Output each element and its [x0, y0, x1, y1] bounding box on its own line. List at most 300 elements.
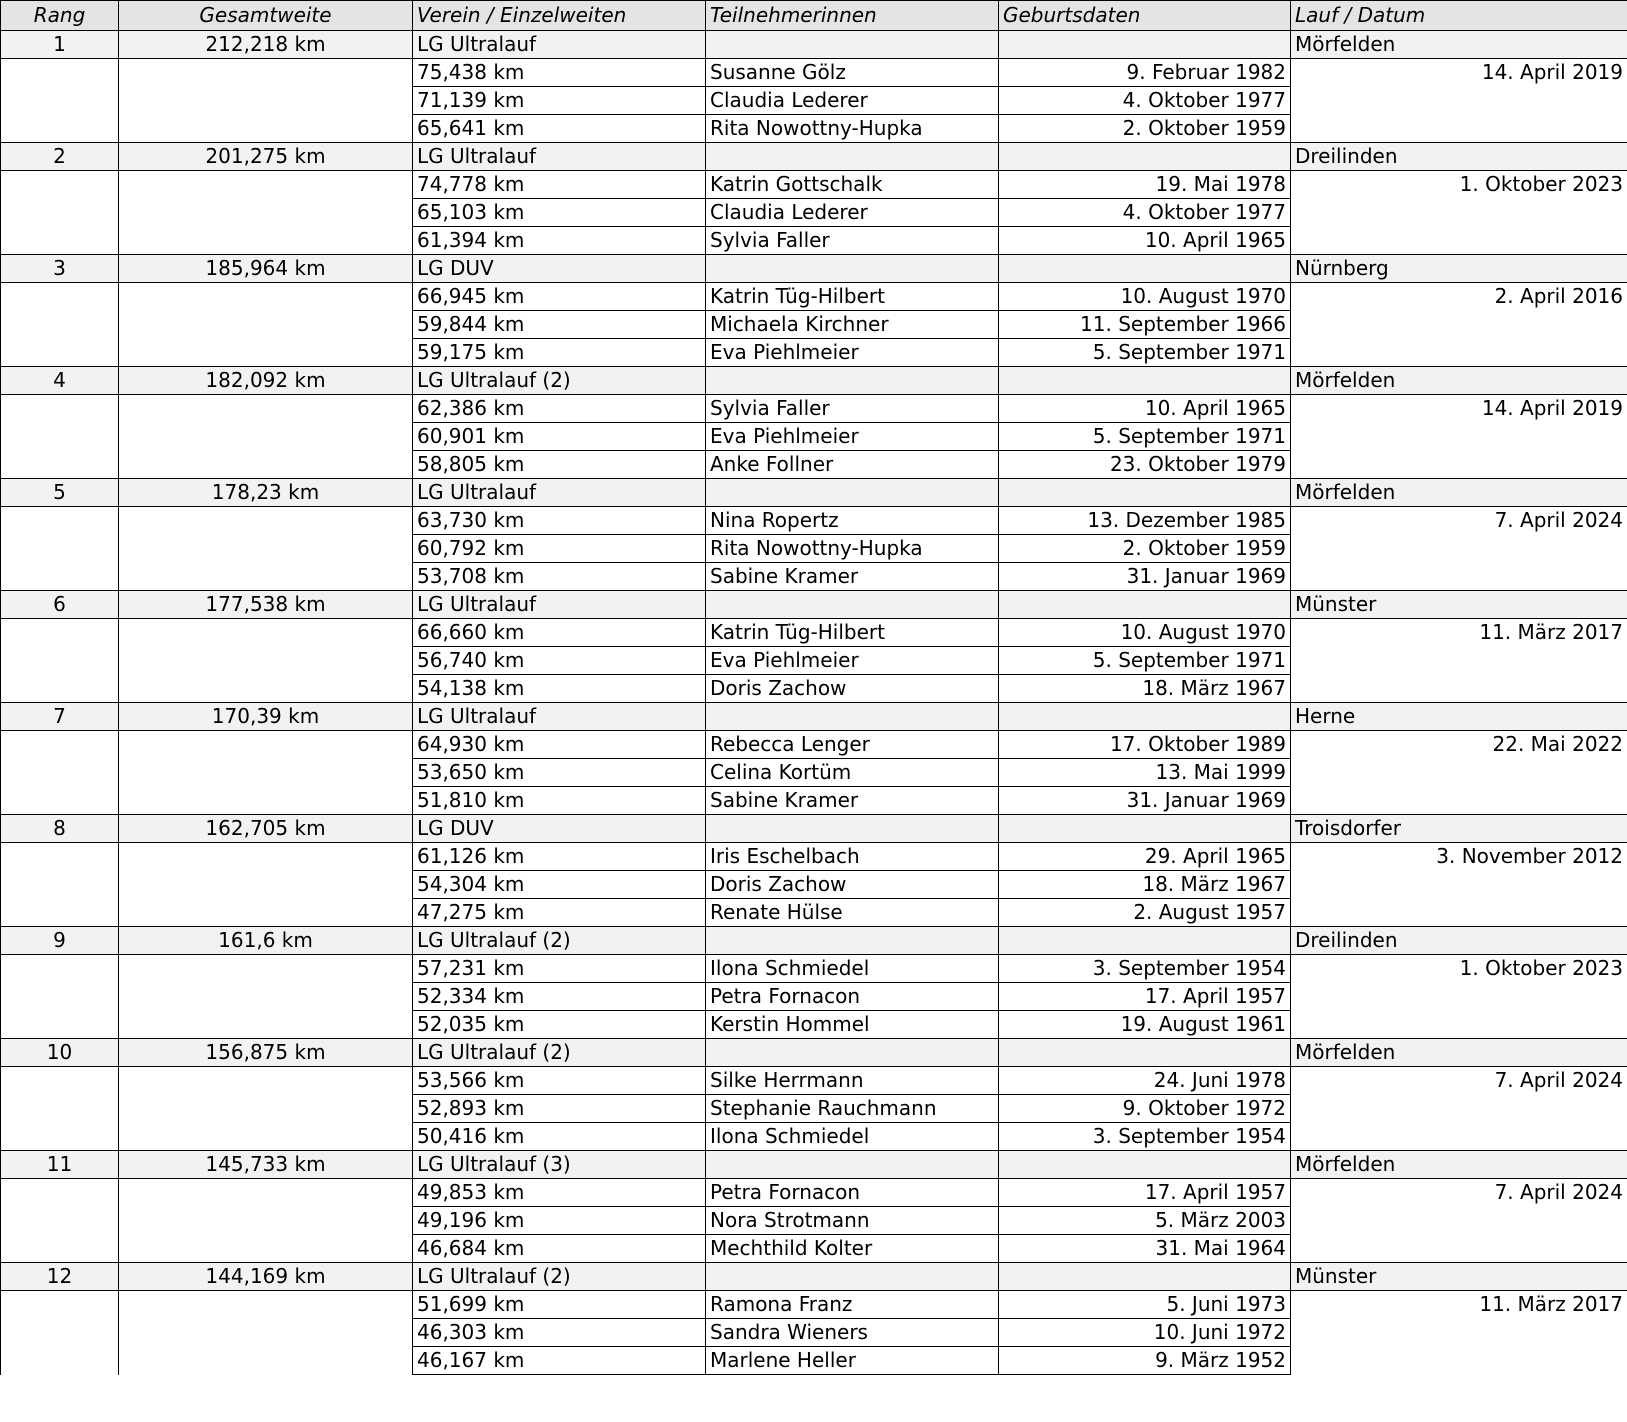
member-empty-total [119, 283, 413, 311]
member-distance: 49,196 km [413, 1207, 706, 1235]
member-distance: 53,650 km [413, 759, 706, 787]
member-empty-total [119, 59, 413, 87]
member-empty-race [1291, 115, 1627, 143]
team-total-distance: 177,538 km [119, 591, 413, 619]
team-row [1, 927, 1627, 955]
member-empty-rank [1, 563, 119, 591]
team-race-date: 7. April 2024 [1291, 507, 1627, 535]
member-name: Claudia Lederer [706, 199, 999, 227]
member-row [1, 1067, 1627, 1095]
member-birthdate: 17. Oktober 1989 [999, 731, 1291, 759]
member-row [1, 171, 1627, 199]
member-name: Petra Fornacon [706, 1179, 999, 1207]
member-row [1, 563, 1627, 591]
member-row [1, 955, 1627, 983]
team-empty-cell [999, 255, 1291, 283]
member-name: Stephanie Rauchmann [706, 1095, 999, 1123]
member-distance: 64,930 km [413, 731, 706, 759]
team-club: LG Ultralauf (3) [413, 1151, 706, 1179]
member-empty-race [1291, 759, 1627, 787]
member-birthdate: 10. Juni 1972 [999, 1319, 1291, 1347]
member-name: Rita Nowottny-Hupka [706, 115, 999, 143]
team-race-location: Nürnberg [1291, 255, 1627, 283]
member-empty-rank [1, 955, 119, 983]
member-row [1, 535, 1627, 563]
member-row [1, 115, 1627, 143]
member-empty-total [119, 843, 413, 871]
member-empty-rank [1, 1123, 119, 1151]
member-row [1, 1235, 1627, 1263]
member-name: Celina Kortüm [706, 759, 999, 787]
member-empty-total [119, 199, 413, 227]
team-race-date: 11. März 2017 [1291, 1291, 1627, 1319]
member-birthdate: 31. Januar 1969 [999, 787, 1291, 815]
member-empty-total [119, 899, 413, 927]
team-rank: 4 [1, 367, 119, 395]
team-club: LG DUV [413, 255, 706, 283]
team-empty-cell [999, 703, 1291, 731]
member-empty-total [119, 955, 413, 983]
table-body [1, 31, 1627, 1375]
member-empty-rank [1, 731, 119, 759]
member-empty-race [1291, 983, 1627, 1011]
member-row [1, 395, 1627, 423]
team-empty-cell [999, 479, 1291, 507]
team-race-location: Troisdorfer [1291, 815, 1627, 843]
team-race-location: Dreilinden [1291, 143, 1627, 171]
team-rank: 5 [1, 479, 119, 507]
member-empty-total [119, 423, 413, 451]
member-row [1, 1319, 1627, 1347]
member-birthdate: 4. Oktober 1977 [999, 87, 1291, 115]
member-empty-total [119, 1347, 413, 1375]
member-empty-rank [1, 1291, 119, 1319]
team-race-date: 14. April 2019 [1291, 395, 1627, 423]
member-empty-rank [1, 1319, 119, 1347]
member-name: Mechthild Kolter [706, 1235, 999, 1263]
team-row [1, 815, 1627, 843]
team-club: LG Ultralauf (2) [413, 367, 706, 395]
member-empty-total [119, 731, 413, 759]
member-empty-rank [1, 1011, 119, 1039]
team-empty-cell [999, 1039, 1291, 1067]
member-row [1, 199, 1627, 227]
header-row [1, 1, 1627, 31]
member-empty-total [119, 1291, 413, 1319]
member-distance: 46,167 km [413, 1347, 706, 1375]
member-distance: 75,438 km [413, 59, 706, 87]
team-club: LG Ultralauf (2) [413, 1039, 706, 1067]
member-name: Eva Piehlmeier [706, 647, 999, 675]
member-empty-rank [1, 339, 119, 367]
member-row [1, 227, 1627, 255]
team-empty-cell [706, 1151, 999, 1179]
member-empty-total [119, 983, 413, 1011]
member-distance: 54,138 km [413, 675, 706, 703]
member-empty-total [119, 1095, 413, 1123]
member-empty-total [119, 311, 413, 339]
team-row [1, 703, 1627, 731]
member-distance: 57,231 km [413, 955, 706, 983]
member-birthdate: 10. April 1965 [999, 395, 1291, 423]
team-race-date: 1. Oktober 2023 [1291, 171, 1627, 199]
team-club: LG Ultralauf [413, 31, 706, 59]
member-birthdate: 23. Oktober 1979 [999, 451, 1291, 479]
member-empty-total [119, 1123, 413, 1151]
member-birthdate: 13. Mai 1999 [999, 759, 1291, 787]
member-birthdate: 11. September 1966 [999, 311, 1291, 339]
member-empty-total [119, 787, 413, 815]
team-row [1, 591, 1627, 619]
member-empty-total [119, 395, 413, 423]
member-empty-total [119, 115, 413, 143]
team-empty-cell [999, 815, 1291, 843]
member-birthdate: 17. April 1957 [999, 983, 1291, 1011]
member-row [1, 1347, 1627, 1375]
team-empty-cell [999, 31, 1291, 59]
member-name: Sandra Wieners [706, 1319, 999, 1347]
member-distance: 66,945 km [413, 283, 706, 311]
member-distance: 61,394 km [413, 227, 706, 255]
member-birthdate: 2. Oktober 1959 [999, 115, 1291, 143]
team-race-location: Münster [1291, 591, 1627, 619]
member-empty-race [1291, 535, 1627, 563]
member-distance: 52,334 km [413, 983, 706, 1011]
member-name: Sabine Kramer [706, 563, 999, 591]
team-club: LG Ultralauf (2) [413, 1263, 706, 1291]
team-race-location: Dreilinden [1291, 927, 1627, 955]
member-name: Anke Follner [706, 451, 999, 479]
team-rank: 8 [1, 815, 119, 843]
member-name: Eva Piehlmeier [706, 339, 999, 367]
team-race-date: 7. April 2024 [1291, 1179, 1627, 1207]
member-empty-rank [1, 171, 119, 199]
team-row [1, 367, 1627, 395]
member-empty-rank [1, 899, 119, 927]
team-rank: 7 [1, 703, 119, 731]
member-birthdate: 10. August 1970 [999, 619, 1291, 647]
team-race-date: 14. April 2019 [1291, 59, 1627, 87]
team-empty-cell [706, 815, 999, 843]
member-empty-rank [1, 1067, 119, 1095]
member-empty-total [119, 1235, 413, 1263]
team-race-location: Mörfelden [1291, 479, 1627, 507]
member-distance: 53,708 km [413, 563, 706, 591]
team-rank: 3 [1, 255, 119, 283]
member-name: Eva Piehlmeier [706, 423, 999, 451]
member-row [1, 1095, 1627, 1123]
member-empty-race [1291, 899, 1627, 927]
team-race-date: 7. April 2024 [1291, 1067, 1627, 1095]
member-distance: 58,805 km [413, 451, 706, 479]
member-empty-total [119, 339, 413, 367]
team-race-location: Mörfelden [1291, 367, 1627, 395]
member-distance: 51,810 km [413, 787, 706, 815]
team-race-date: 11. März 2017 [1291, 619, 1627, 647]
member-empty-total [119, 1207, 413, 1235]
member-empty-race [1291, 1319, 1627, 1347]
team-empty-cell [999, 1263, 1291, 1291]
member-empty-rank [1, 59, 119, 87]
member-birthdate: 9. März 1952 [999, 1347, 1291, 1375]
member-empty-total [119, 171, 413, 199]
member-empty-rank [1, 787, 119, 815]
member-empty-rank [1, 619, 119, 647]
member-distance: 49,853 km [413, 1179, 706, 1207]
member-birthdate: 9. Oktober 1972 [999, 1095, 1291, 1123]
member-row [1, 843, 1627, 871]
member-name: Silke Herrmann [706, 1067, 999, 1095]
team-rank: 12 [1, 1263, 119, 1291]
member-birthdate: 29. April 1965 [999, 843, 1291, 871]
member-distance: 53,566 km [413, 1067, 706, 1095]
member-birthdate: 10. April 1965 [999, 227, 1291, 255]
member-empty-rank [1, 871, 119, 899]
team-row [1, 255, 1627, 283]
member-empty-race [1291, 339, 1627, 367]
member-distance: 74,778 km [413, 171, 706, 199]
member-birthdate: 19. Mai 1978 [999, 171, 1291, 199]
member-birthdate: 10. August 1970 [999, 283, 1291, 311]
header-verein: Verein / Einzelweiten [413, 1, 706, 31]
team-total-distance: 156,875 km [119, 1039, 413, 1067]
team-row [1, 1263, 1627, 1291]
member-empty-rank [1, 983, 119, 1011]
header-gesamtweite: Gesamtweite [119, 1, 413, 31]
member-empty-total [119, 759, 413, 787]
team-empty-cell [706, 367, 999, 395]
member-name: Marlene Heller [706, 1347, 999, 1375]
member-row [1, 731, 1627, 759]
team-race-location: Herne [1291, 703, 1627, 731]
member-distance: 47,275 km [413, 899, 706, 927]
member-empty-race [1291, 647, 1627, 675]
team-empty-cell [999, 591, 1291, 619]
member-empty-rank [1, 395, 119, 423]
member-empty-rank [1, 451, 119, 479]
member-distance: 46,684 km [413, 1235, 706, 1263]
member-birthdate: 3. September 1954 [999, 955, 1291, 983]
member-empty-total [119, 1179, 413, 1207]
member-name: Rebecca Lenger [706, 731, 999, 759]
member-name: Sylvia Faller [706, 395, 999, 423]
member-birthdate: 31. Januar 1969 [999, 563, 1291, 591]
member-empty-total [119, 451, 413, 479]
member-empty-rank [1, 1347, 119, 1375]
member-empty-race [1291, 87, 1627, 115]
team-total-distance: 182,092 km [119, 367, 413, 395]
member-empty-total [119, 563, 413, 591]
member-birthdate: 5. Juni 1973 [999, 1291, 1291, 1319]
member-distance: 52,035 km [413, 1011, 706, 1039]
member-name: Claudia Lederer [706, 87, 999, 115]
member-empty-race [1291, 871, 1627, 899]
member-empty-total [119, 1067, 413, 1095]
team-club: LG Ultralauf [413, 703, 706, 731]
member-name: Doris Zachow [706, 871, 999, 899]
team-row [1, 1151, 1627, 1179]
member-birthdate: 5. September 1971 [999, 423, 1291, 451]
team-race-date: 2. April 2016 [1291, 283, 1627, 311]
member-empty-rank [1, 199, 119, 227]
member-distance: 61,126 km [413, 843, 706, 871]
member-empty-total [119, 871, 413, 899]
member-empty-total [119, 87, 413, 115]
team-empty-cell [999, 143, 1291, 171]
team-club: LG Ultralauf [413, 479, 706, 507]
team-empty-cell [706, 703, 999, 731]
member-empty-rank [1, 1095, 119, 1123]
team-total-distance: 212,218 km [119, 31, 413, 59]
member-name: Ilona Schmiedel [706, 955, 999, 983]
member-name: Rita Nowottny-Hupka [706, 535, 999, 563]
team-empty-cell [706, 1039, 999, 1067]
member-name: Katrin Gottschalk [706, 171, 999, 199]
header-lauf-datum: Lauf / Datum [1291, 1, 1627, 31]
member-birthdate: 31. Mai 1964 [999, 1235, 1291, 1263]
team-empty-cell [999, 927, 1291, 955]
team-rank: 2 [1, 143, 119, 171]
member-empty-race [1291, 227, 1627, 255]
member-empty-rank [1, 283, 119, 311]
member-name: Petra Fornacon [706, 983, 999, 1011]
member-empty-rank [1, 87, 119, 115]
team-rank: 6 [1, 591, 119, 619]
team-total-distance: 201,275 km [119, 143, 413, 171]
team-row [1, 31, 1627, 59]
team-empty-cell [999, 367, 1291, 395]
header-teilnehmerinnen: Teilnehmerinnen [706, 1, 999, 31]
member-distance: 71,139 km [413, 87, 706, 115]
member-distance: 52,893 km [413, 1095, 706, 1123]
member-empty-race [1291, 423, 1627, 451]
member-name: Renate Hülse [706, 899, 999, 927]
member-name: Kerstin Hommel [706, 1011, 999, 1039]
member-row [1, 983, 1627, 1011]
member-name: Ramona Franz [706, 1291, 999, 1319]
team-total-distance: 185,964 km [119, 255, 413, 283]
member-distance: 46,303 km [413, 1319, 706, 1347]
member-distance: 51,699 km [413, 1291, 706, 1319]
member-birthdate: 5. März 2003 [999, 1207, 1291, 1235]
member-row [1, 507, 1627, 535]
team-rank: 11 [1, 1151, 119, 1179]
member-empty-rank [1, 759, 119, 787]
member-row [1, 787, 1627, 815]
member-empty-race [1291, 1207, 1627, 1235]
member-empty-rank [1, 227, 119, 255]
team-empty-cell [999, 1151, 1291, 1179]
member-row [1, 311, 1627, 339]
member-name: Ilona Schmiedel [706, 1123, 999, 1151]
member-birthdate: 24. Juni 1978 [999, 1067, 1291, 1095]
team-race-location: Mörfelden [1291, 31, 1627, 59]
member-empty-total [119, 675, 413, 703]
member-distance: 60,792 km [413, 535, 706, 563]
member-row [1, 451, 1627, 479]
member-row [1, 871, 1627, 899]
member-empty-total [119, 647, 413, 675]
member-empty-race [1291, 199, 1627, 227]
member-distance: 65,641 km [413, 115, 706, 143]
team-total-distance: 170,39 km [119, 703, 413, 731]
member-empty-total [119, 1319, 413, 1347]
member-empty-rank [1, 507, 119, 535]
member-empty-rank [1, 423, 119, 451]
member-distance: 65,103 km [413, 199, 706, 227]
member-empty-race [1291, 1347, 1627, 1375]
team-race-date: 22. Mai 2022 [1291, 731, 1627, 759]
member-name: Doris Zachow [706, 675, 999, 703]
member-empty-race [1291, 787, 1627, 815]
member-empty-rank [1, 1207, 119, 1235]
member-row [1, 647, 1627, 675]
member-empty-total [119, 1011, 413, 1039]
team-race-location: Mörfelden [1291, 1151, 1627, 1179]
member-empty-race [1291, 1123, 1627, 1151]
member-distance: 59,175 km [413, 339, 706, 367]
member-empty-rank [1, 843, 119, 871]
member-empty-rank [1, 647, 119, 675]
member-empty-race [1291, 1011, 1627, 1039]
team-race-date: 3. November 2012 [1291, 843, 1627, 871]
member-name: Iris Eschelbach [706, 843, 999, 871]
member-empty-rank [1, 115, 119, 143]
team-race-location: Münster [1291, 1263, 1627, 1291]
team-empty-cell [706, 927, 999, 955]
member-row [1, 283, 1627, 311]
member-empty-race [1291, 451, 1627, 479]
member-name: Michaela Kirchner [706, 311, 999, 339]
member-empty-race [1291, 1095, 1627, 1123]
member-distance: 66,660 km [413, 619, 706, 647]
member-birthdate: 5. September 1971 [999, 339, 1291, 367]
member-row [1, 1291, 1627, 1319]
member-birthdate: 18. März 1967 [999, 871, 1291, 899]
member-empty-rank [1, 311, 119, 339]
member-birthdate: 3. September 1954 [999, 1123, 1291, 1151]
team-total-distance: 161,6 km [119, 927, 413, 955]
member-empty-total [119, 507, 413, 535]
member-empty-race [1291, 563, 1627, 591]
member-row [1, 1011, 1627, 1039]
member-distance: 59,844 km [413, 311, 706, 339]
header-rang: Rang [1, 1, 119, 31]
member-row [1, 675, 1627, 703]
member-name: Sabine Kramer [706, 787, 999, 815]
member-row [1, 759, 1627, 787]
team-row [1, 479, 1627, 507]
header-geburtsdaten: Geburtsdaten [999, 1, 1291, 31]
member-row [1, 899, 1627, 927]
member-row [1, 59, 1627, 87]
team-rank: 1 [1, 31, 119, 59]
member-empty-race [1291, 1235, 1627, 1263]
team-total-distance: 145,733 km [119, 1151, 413, 1179]
team-empty-cell [706, 31, 999, 59]
team-club: LG Ultralauf [413, 143, 706, 171]
team-empty-cell [706, 255, 999, 283]
member-birthdate: 2. Oktober 1959 [999, 535, 1291, 563]
member-distance: 54,304 km [413, 871, 706, 899]
member-distance: 56,740 km [413, 647, 706, 675]
member-name: Susanne Gölz [706, 59, 999, 87]
team-empty-cell [706, 479, 999, 507]
member-distance: 62,386 km [413, 395, 706, 423]
member-row [1, 1179, 1627, 1207]
team-total-distance: 162,705 km [119, 815, 413, 843]
team-rank: 10 [1, 1039, 119, 1067]
